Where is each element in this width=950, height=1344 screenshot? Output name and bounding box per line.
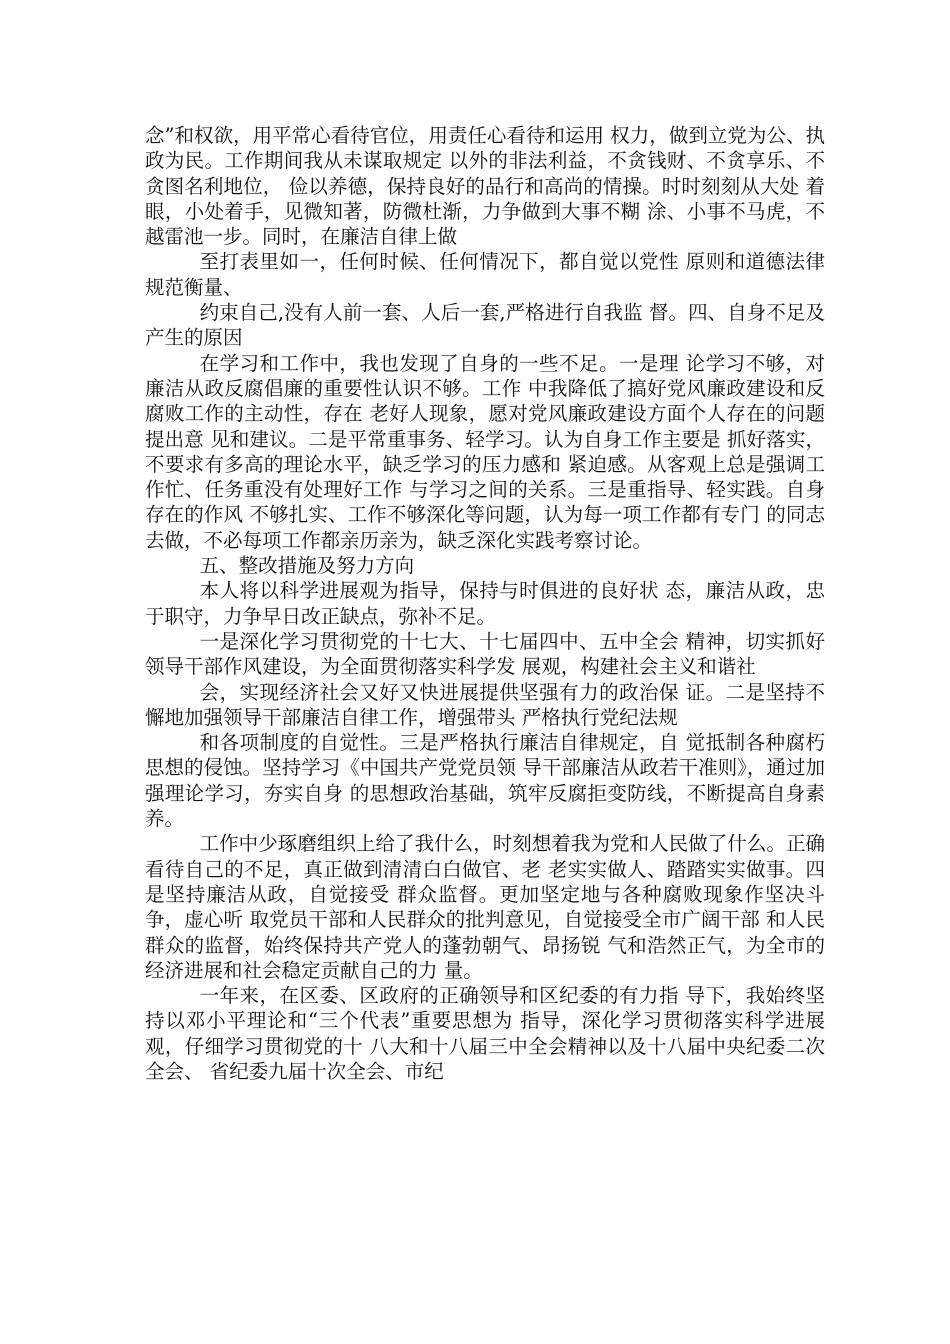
paragraph-1: 念”和权欲，用平常心看待官位，用责任心看待和运用 权力，做到立党为公、执政为民。工作期间我从未谋取规定 以外的非法利益，不贪钱财、不贪享乐、不贪图名利地位， 俭以养德，保持良好的品行和高尚的情操。时时刻刻从大处 着眼，小处着手，见微知著，防微杜渐，力争做到大事不糊 涂、小事不马虎，不越雷池一步。同时，在廉洁自律上做 <box>145 124 825 249</box>
paragraph-10: 工作中少琢磨组织上给了我什么，时刻想着我为党和人民做了什么。正确看待自己的不足，真正做到清清白白做官、老 老实实做人、踏踏实实做事。四是坚持廉洁从政，自觉接受 群众监督。更加坚定地与各种腐败现象作坚决斗争，虚心听 取党员干部和人民群众的批判意见，自觉接受全市广阔干部 和人民群众的监督，始终保持共产党人的蓬勃朝气、昂扬锐 气和浩然正气，为全市的经济进展和社会稳定贡献自己的力 量。 <box>145 832 825 982</box>
paragraph-9: 和各项制度的自觉性。三是严格执行廉洁自律规定，自 觉抵制各种腐朽思想的侵蚀。坚持学习《中国共产党党员领 导干部廉洁从政若干准则》，通过加强理论学习，夯实自身 的思想政治基础，筑牢反腐拒变防线，不断提高自身素养。 <box>145 731 825 831</box>
document-body <box>145 123 825 1084</box>
paragraph-7: 一是深化学习贯彻党的十七大、十七届四中、五中全会 精神，切实抓好领导干部作风建设，为全面贯彻落实科学发 展观，构建社会主义和谐社 <box>145 629 825 679</box>
paragraph-6: 本人将以科学进展观为指导，保持与时俱进的良好状 态，廉洁从政，忠于职守，力争早日改正缺点，弥补不足。 <box>145 579 825 628</box>
paragraph-8: 会，实现经济社会又好又快进展提供坚强有力的政治保 证。二是坚持不懈地加强领导干部廉洁自律工作，增强带头 严格执行党纪法规 <box>145 680 825 729</box>
paragraph-3: 约束自己,没有人前一套、人后一套,严格进行自我监 督。四、自身不足及产生的原因 <box>145 301 825 350</box>
paragraph-4: 在学习和工作中，我也发现了自身的一些不足。一是理 论学习不够，对廉洁从政反腐倡廉的重要性认识不够。工作 中我降低了搞好党风廉政建设和反腐败工作的主动性，存在 老好人现象，愿对党风廉政建设方面个人存在的问题提出意 见和建议。二是平常重事务、轻学习。认为自身工作主要是 抓好落实，不要求有多高的理论水平，缺乏学习的压力感和 紧迫感。从客观上总是强调工作忙、任务重没有处理好工作 与学习之间的关系。三是重指导、轻实践。自身存在的作风 不够扎实、工作不够深化等问题，认为每一项工作都有专门 的同志去做，不必每项工作都亲历亲为，缺乏深化实践考察讨论。 <box>145 351 825 552</box>
paragraph-2: 至打表里如一，任何时候、任何情况下，都自觉以党性 原则和道德法律规范衡量、 <box>145 250 825 299</box>
paragraph-11: 一年来，在区委、区政府的正确领导和区纪委的有力指 导下，我始终坚持以邓小平理论和“三个代表”重要思想为 指导，深化学习贯彻落实科学进展观，仔细学习贯彻党的十 八大和十八届三中全会精神以及十八届中央纪委二次全会、 省纪委九届十次全会、市纪 <box>145 984 825 1083</box>
section-heading-rectification: 五、整改措施及努力方向 <box>199 554 415 578</box>
